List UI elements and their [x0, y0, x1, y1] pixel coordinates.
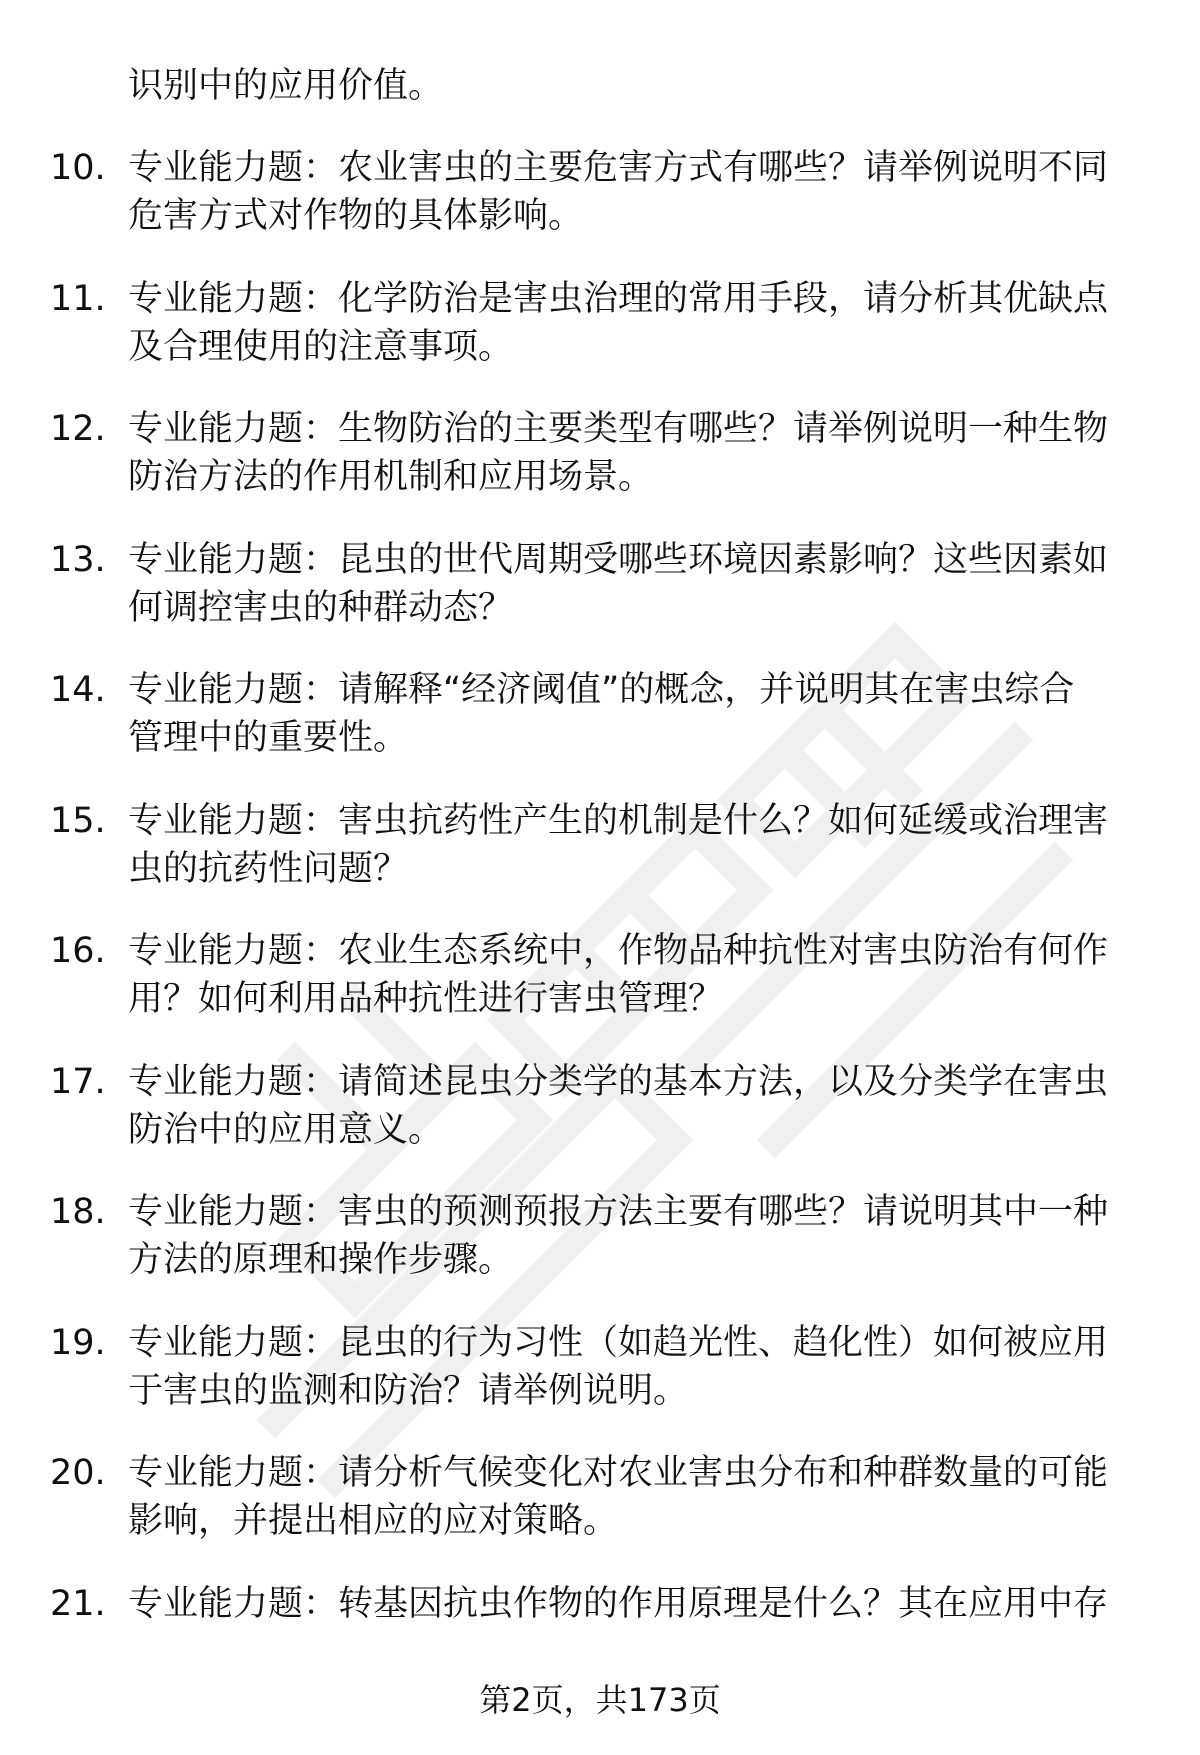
question-line: 用？如何利用品种抗性进行害虫管理？	[128, 979, 724, 1019]
question-line: 管理中的重要性。	[128, 718, 409, 758]
list-item	[0, 405, 1200, 536]
list-item	[0, 275, 1200, 406]
question-line: 防治中的应用意义。	[128, 1109, 444, 1150]
question-text	[128, 1058, 1138, 1154]
question-text	[128, 666, 1138, 762]
list-item	[0, 666, 1200, 797]
list-item	[0, 1188, 1200, 1319]
question-text	[128, 1449, 1138, 1545]
question-text	[128, 1319, 1138, 1415]
question-text	[128, 797, 1138, 893]
question-line: 及合理使用的注意事项。	[128, 326, 514, 367]
page-number-footer: 第2页，共173页	[479, 1681, 721, 1719]
question-line: 方法的原理和操作步骤。	[128, 1240, 514, 1280]
question-number: 19.	[50, 1322, 106, 1363]
question-number: 18.	[50, 1192, 106, 1232]
question-line: 专业能力题：农业生态系统中，作物品种抗性对害虫防治有何作	[128, 931, 1109, 971]
question-line: 防治方法的作用机制和应用场景。	[128, 457, 654, 497]
list-item	[0, 797, 1200, 928]
question-line: 专业能力题：昆虫的行为习性（如趋光性、趋化性）如何被应用	[128, 1322, 1109, 1363]
list-item	[0, 927, 1200, 1058]
question-number: 14.	[50, 670, 106, 710]
question-line: 专业能力题：生物防治的主要类型有哪些？请举例说明一种生物	[128, 409, 1109, 449]
question-line: 专业能力题：害虫抗药性产生的机制是什么？如何延缓或治理害	[128, 800, 1109, 841]
list-item	[0, 1319, 1200, 1450]
question-line: 专业能力题：请解释“经济阈值”的概念，并说明其在害虫综合	[128, 670, 1075, 710]
question-number: 10.	[50, 148, 106, 188]
question-text	[128, 927, 1138, 1023]
question-number: 20.	[50, 1453, 106, 1493]
continuation-text: 识别中的应用价值。	[128, 66, 444, 106]
question-line: 影响，并提出相应的应对策略。	[128, 1501, 619, 1541]
question-text	[128, 144, 1138, 240]
question-text	[128, 1580, 1138, 1628]
question-line: 专业能力题：请分析气候变化对农业害虫分布和种群数量的可能	[128, 1453, 1109, 1493]
question-line: 专业能力题：转基因抗虫作物的作用原理是什么？其在应用中存	[128, 1583, 1109, 1624]
question-list	[0, 144, 1200, 1710]
question-text	[128, 1188, 1138, 1284]
list-item	[0, 144, 1200, 275]
question-number: 21.	[50, 1583, 106, 1624]
question-number: 16.	[50, 931, 106, 971]
list-item	[0, 1058, 1200, 1189]
question-text	[128, 536, 1138, 632]
question-number: 12.	[50, 409, 106, 449]
question-line: 专业能力题：害虫的预测预报方法主要有哪些？请说明其中一种	[128, 1192, 1109, 1232]
question-number: 17.	[50, 1061, 106, 1102]
question-number: 13.	[50, 539, 106, 580]
question-text	[128, 275, 1138, 371]
question-number: 15.	[50, 800, 106, 841]
question-line: 于害虫的监测和防治？请举例说明。	[128, 1370, 689, 1411]
question-text	[128, 405, 1138, 501]
list-item	[0, 536, 1200, 667]
question-line: 专业能力题：请简述昆虫分类学的基本方法，以及分类学在害虫	[128, 1061, 1109, 1102]
question-line: 专业能力题：农业害虫的主要危害方式有哪些？请举例说明不同	[128, 148, 1109, 188]
question-line: 专业能力题：昆虫的世代周期受哪些环境因素影响？这些因素如	[128, 539, 1109, 580]
question-line: 虫的抗药性问题？	[128, 848, 409, 889]
question-line: 专业能力题：化学防治是害虫治理的常用手段，请分析其优缺点	[128, 278, 1109, 319]
question-line: 何调控害虫的种群动态？	[128, 587, 514, 628]
question-line: 危害方式对作物的具体影响。	[128, 196, 584, 236]
list-item	[0, 1449, 1200, 1580]
question-number: 11.	[50, 278, 106, 319]
